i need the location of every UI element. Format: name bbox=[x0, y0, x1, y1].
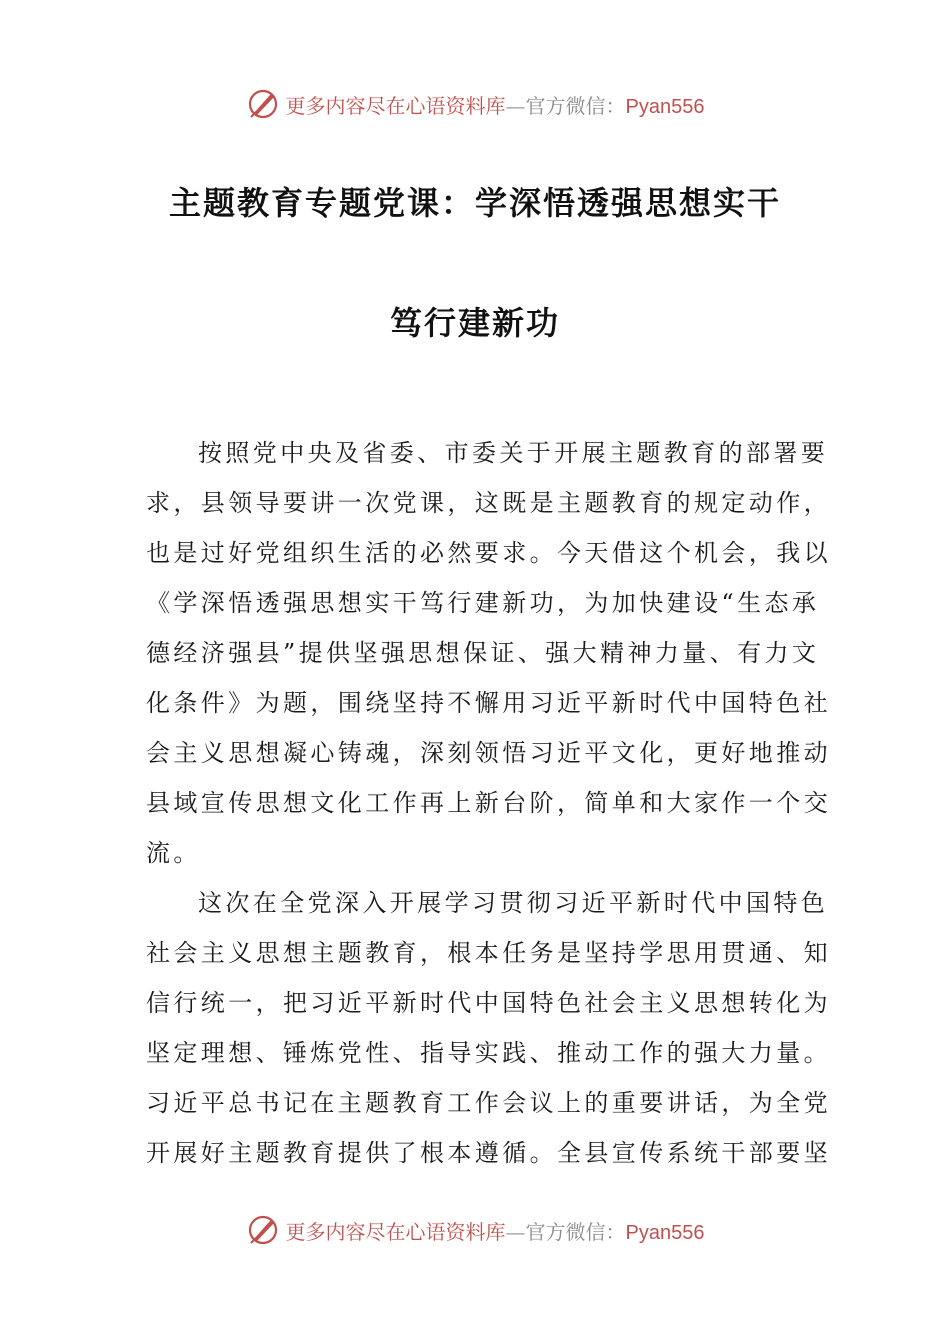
watermark-label: 官方微信： bbox=[525, 1219, 626, 1244]
watermark-site: 更多内容尽在心语资料库 bbox=[285, 93, 506, 118]
quill-logo-icon bbox=[246, 1213, 280, 1247]
body-line: 德经济强县”提供坚强思想保证、强大精神力量、有力文 bbox=[146, 639, 820, 667]
body-line: 县域宣传思想文化工作再上新台阶，简单和大家作一个交 bbox=[146, 789, 831, 817]
watermark-wechat-id: Pyan556 bbox=[625, 1221, 705, 1244]
header-watermark bbox=[0, 86, 950, 122]
watermark-separator: — bbox=[505, 93, 526, 118]
body-line: 坚定理想、锤炼党性、指导实践、推动工作的强大力量。 bbox=[146, 1039, 831, 1067]
body-line: 开展好主题教育提供了根本遵循。全县宣传系统干部要坚 bbox=[146, 1139, 831, 1167]
document-title-line-2: 笃行建新功 bbox=[389, 304, 560, 342]
body-line: 按照党中央及省委、市委关于开展主题教育的部署要 bbox=[198, 439, 829, 467]
quill-logo-icon bbox=[246, 87, 280, 121]
body-line: 习近平总书记在主题教育工作会议上的重要讲话，为全党 bbox=[146, 1089, 831, 1117]
body-line: 这次在全党深入开展学习贯彻习近平新时代中国特色 bbox=[198, 889, 829, 917]
body-line: 会主义思想凝心铸魂，深刻领悟习近平文化，更好地推动 bbox=[146, 739, 831, 767]
watermark-label: 官方微信： bbox=[525, 93, 626, 118]
body-line: 《学深悟透强思想实干笃行建新功，为加快建设“生态承 bbox=[146, 589, 820, 617]
body-line: 化条件》为题，围绕坚持不懈用习近平新时代中国特色社 bbox=[146, 689, 831, 717]
body-line: 求，县领导要讲一次党课，这既是主题教育的规定动作， bbox=[146, 489, 831, 517]
body-line: 也是过好党组织生活的必然要求。今天借这个机会，我以 bbox=[146, 539, 831, 567]
body-line: 流。 bbox=[146, 839, 201, 867]
body-line: 社会主义思想主题教育，根本任务是坚持学思用贯通、知 bbox=[146, 939, 831, 967]
watermark-site: 更多内容尽在心语资料库 bbox=[285, 1219, 506, 1244]
body-line: 信行统一，把习近平新时代中国特色社会主义思想转化为 bbox=[146, 989, 831, 1017]
watermark-separator: — bbox=[505, 1219, 526, 1244]
footer-watermark bbox=[0, 1212, 950, 1248]
document-title-line-1: 主题教育专题党课：学深悟透强思想实干 bbox=[168, 184, 781, 222]
document-body bbox=[146, 428, 831, 1178]
watermark-wechat-id: Pyan556 bbox=[625, 95, 705, 118]
